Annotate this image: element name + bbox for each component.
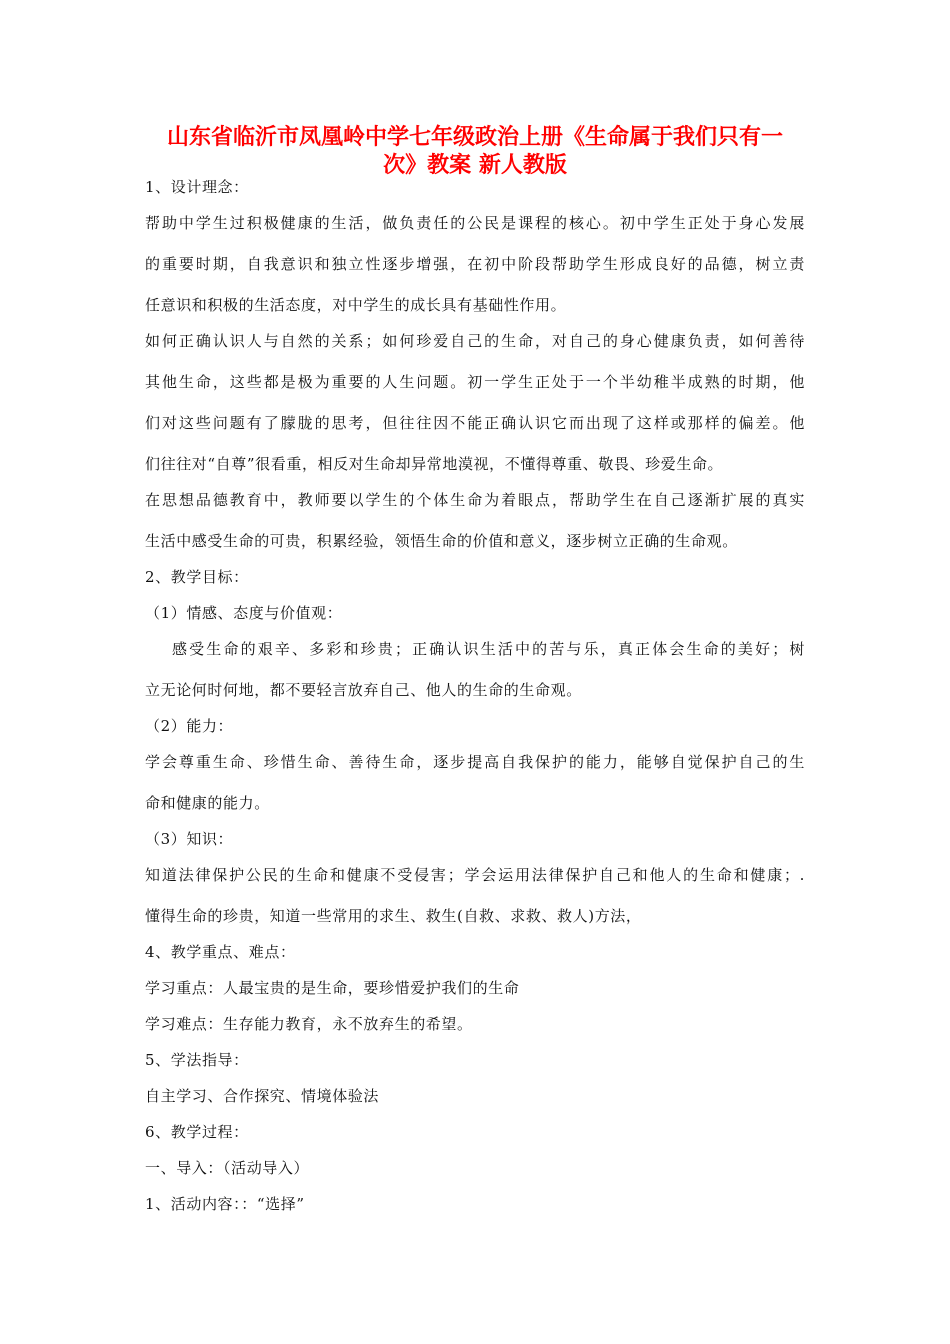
section-heading-teaching-process: 6、教学过程：: [145, 1123, 249, 1141]
paragraph-line: 立无论何时何地，都不要轻言放弃自己、他人的生命的生命观。: [145, 681, 582, 699]
paragraph-line: 如何正确认识人与自然的关系；如何珍爱自己的生命，对自己的身心健康负责，如何善待: [145, 332, 805, 350]
section-heading-key-points: 4、教学重点、难点：: [145, 943, 296, 961]
subsection-heading: （3）知识：: [145, 830, 234, 848]
paragraph-line: 命和健康的能力。: [145, 794, 270, 812]
paragraph-line: 知道法律保护公民的生命和健康不受侵害；学会运用法律保护自己和他人的生命和健康；.: [145, 866, 805, 884]
paragraph-line: 在思想品德教育中，教师要以学生的个体生命为着眼点，帮助学生在自己逐渐扩展的真实: [145, 491, 805, 509]
paragraph-line: 们往往对“自尊”很看重，相反对生命却异常地漠视，不懂得尊重、敬畏、珍爱生命。: [145, 455, 724, 473]
paragraph-line: 帮助中学生过积极健康的生活，做负责任的公民是课程的核心。初中学生正处于身心发展: [145, 214, 805, 232]
paragraph-line: 自主学习、合作探究、情境体验法: [145, 1087, 380, 1105]
paragraph-line: 生活中感受生命的可贵，积累经验，领悟生命的价值和意义，逐步树立正确的生命观。: [145, 532, 738, 550]
paragraph-line: 感受生命的艰辛、多彩和珍贵；正确认识生活中的苦与乐，真正体会生命的美好；树: [172, 640, 805, 658]
paragraph-line: 懂得生命的珍贵，知道一些常用的求生、救生(自救、求救、救人)方法，: [145, 907, 642, 925]
section-heading-design-concept: 1、设计理念：: [145, 178, 249, 196]
document-title-line-1: 山东省临沂市凤凰岭中学七年级政治上册《生命属于我们只有一: [166, 125, 783, 150]
paragraph-line: 学习重点：人最宝贵的是生命，要珍惜爱护我们的生命: [145, 979, 520, 997]
subsection-heading: 一、导入：（活动导入）: [145, 1159, 310, 1177]
subsection-heading: （1）情感、态度与价值观：: [145, 604, 343, 622]
paragraph-line: 1、活动内容：：“选择”: [145, 1195, 305, 1213]
document-title-line-2: 次》教案 新人教版: [383, 153, 567, 178]
paragraph-line: 其他生命，这些都是极为重要的人生问题。初一学生正处于一个半幼稚半成熟的时期，他: [145, 373, 805, 391]
subsection-heading: （2）能力：: [145, 717, 234, 735]
paragraph-line: 学习难点：生存能力教育，永不放弃生的希望。: [145, 1015, 473, 1033]
section-heading-teaching-goals: 2、教学目标：: [145, 568, 249, 586]
paragraph-line: 们对这些问题有了朦胧的思考，但往往因不能正确认识它而出现了这样或那样的偏差。他: [145, 414, 805, 432]
paragraph-line: 学会尊重生命、珍惜生命、善待生命，逐步提高自我保护的能力，能够自觉保护自己的生: [145, 753, 805, 771]
section-heading-study-method: 5、学法指导：: [145, 1051, 249, 1069]
paragraph-line: 的重要时期，自我意识和独立性逐步增强，在初中阶段帮助学生形成良好的品德，树立责: [145, 255, 805, 273]
paragraph-line: 任意识和积极的生活态度，对中学生的成长具有基础性作用。: [145, 296, 567, 314]
